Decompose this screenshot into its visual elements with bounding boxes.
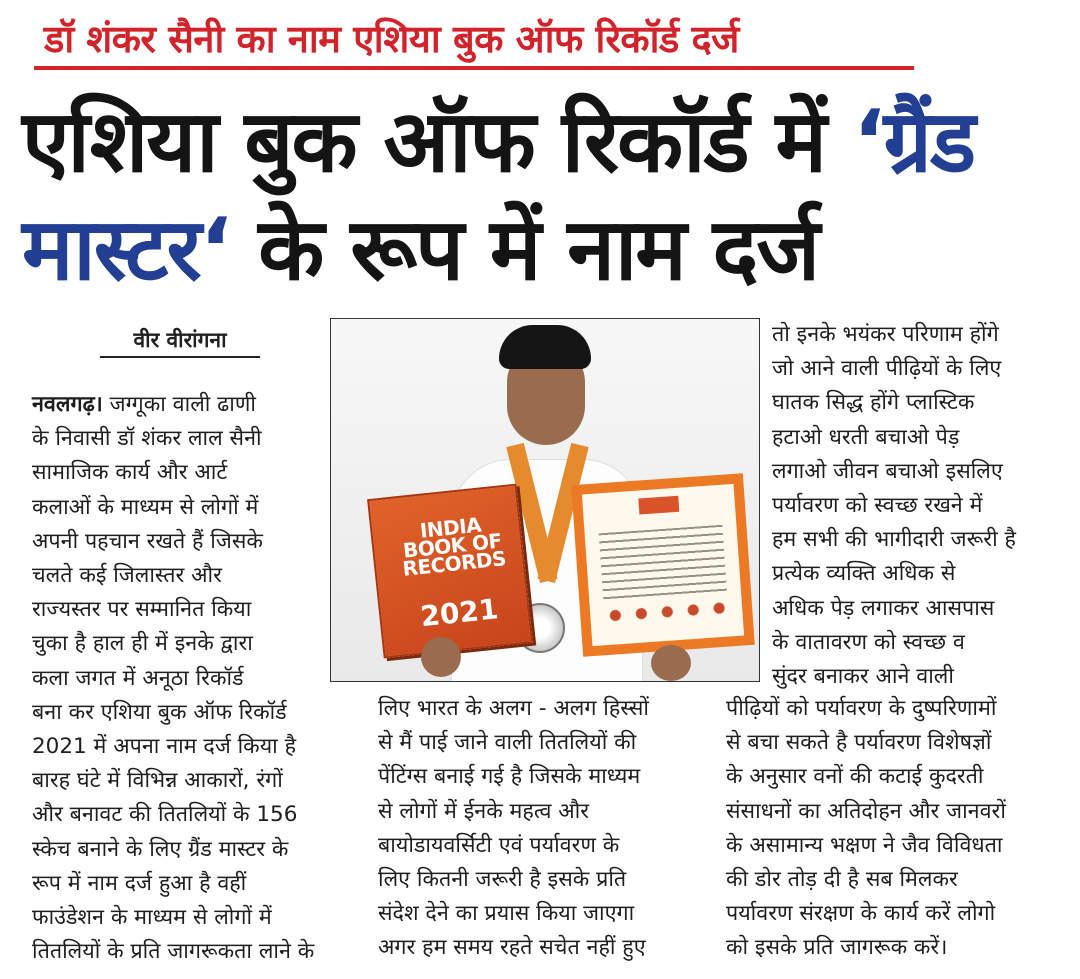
article-line: पीढ़ियों को पर्यावरण के दुष्परिणामों [726,696,997,721]
article-column-2 [378,692,708,966]
article-line: के अनुसार वनों की कटाई कुदरती [726,764,984,790]
article-line: और बनावट की तितलियों के 156 [32,802,298,828]
book-year: 2021 [418,592,500,634]
person-hand-left [421,637,461,677]
kicker-text: डॉ शंकर सैनी का नाम एशिया बुक ऑफ रिकॉर्ड दर्ज [44,17,739,61]
article-line [32,388,362,422]
article-line: रूप में नाम दर्ज हुआ है वहीं [32,870,247,896]
kicker [34,8,914,66]
article-line: से बचा सकते है पर्यावरण विशेषज्ञों [726,730,992,756]
book-title: INDIA BOOK OF RECORDS [401,512,508,581]
article-line: प्रत्येक व्यक्ति अधिक से [772,561,956,587]
article-line: पेंटिंग्स बनाई गई है जिसके माध्यम [378,764,641,790]
headline-part-1: एशिया बुक ऑफ रिकॉर्ड में [22,92,853,192]
headline-part-4: के रूप में नाम दर्ज [230,200,819,300]
article-line: लगाओ जीवन बचाओ इसलिए [772,458,1003,484]
byline-underline [100,356,260,358]
article-line: अपनी पहचान रखते हैं जिसके [32,528,263,554]
article-line: बना कर एशिया बुक ऑफ रिकॉर्ड [32,699,287,725]
article-line: संदेश देने का प्रयास किया जाएगा [378,901,635,927]
headline-part-2: ‘ग्रैंड [852,92,975,192]
article-column-3-top [772,318,1062,694]
article-line: अधिक पेड़ लगाकर आसपास [772,595,995,621]
certificate [571,473,755,657]
certificate-seals-icon [602,598,731,625]
byline-text: वीर वीरांगना [133,328,227,352]
article-line: सामाजिक कार्य और आर्ट [32,460,228,486]
news-photo [330,318,760,682]
headline-line-2 [22,196,1062,304]
article-column-1 [32,388,362,969]
person-hair [499,325,591,369]
headline [22,88,1062,304]
certificate-logo-icon [638,496,679,515]
article-line: बायोडायवर्सिटी एवं पर्यावरण के [378,832,620,858]
article-line: के वातावरण को स्वच्छ व [772,629,965,655]
article-line: से मैं पाई जाने वाली तितलियों की [378,730,637,756]
article-line: कला जगत में अनूठा रिकॉर्ड [32,665,244,691]
article-line: हटाओ धरती बचाओ पेड़ [772,424,960,450]
article-line: के निवासी डॉ शंकर लाल सैनी [32,426,262,452]
article-line: से लोगों में ईनके महत्व और [378,798,590,824]
person-hand-right [651,645,691,681]
article-line: कलाओं के माध्यम से लोगों में [32,494,259,520]
article-line: स्केच बनाने के लिए ग्रैंड मास्टर के [32,836,289,862]
article-line: जो आने वाली पीढ़ियों के लिए [772,356,1002,382]
headline-line-1 [22,88,1062,196]
article-line: फाउंडेशन के माध्यम से लोगों में [32,905,272,931]
article-line: पर्यावरण को स्वच्छ रखने में [772,493,983,519]
article-line: को इसके प्रति जागरूक करें। [726,935,948,961]
article-column-3-bottom [726,692,1066,966]
article-line: 2021 में अपना नाम दर्ज किया है [32,734,296,760]
article-line: तो इनके भयंकर परिणाम होंगे [772,322,999,347]
byline [100,326,260,360]
article-line: संसाधनों का अतिदोहन और जानवरों [726,798,1006,824]
article-line: चुका है हाल ही में इनके द्वारा [32,631,253,657]
article-line: राज्यस्तर पर सम्मानित किया [32,597,252,623]
certificate-text-lines [599,525,728,603]
article-line: बारह घंटे में विभिन्न आकारों, रंगों [32,768,283,794]
article-line: की डोर तोड़ दी है सब मिलकर [726,867,958,893]
certificate-body [582,484,744,646]
headline-part-3: मास्टर‘ [22,200,231,300]
article-line: घातक सिद्ध होंगे प्लास्टिक [772,390,975,416]
article-line: हम सभी की भागीदारी जरूरी है [772,527,1016,553]
article-line: के असामान्य भक्षण ने जैव विविधता [726,832,1003,858]
article-line-text: जग्गूका वाली ढाणी [102,392,256,417]
article-line: सुंदर बनाकर आने वाली [772,664,954,690]
article-line: लिए भारत के अलग - अलग हिस्सों [378,696,649,721]
dateline: नवलगढ़। [32,392,103,417]
kicker-underline [34,66,914,70]
article-line: अगर हम समय रहते सचेत नहीं हुए [378,935,646,961]
article-line: चलते कई जिलास्तर और [32,563,222,589]
article-line: पर्यावरण संरक्षण के कार्य करें लोगो [726,901,996,927]
article-line: तितलियों के प्रति जागरूकता लाने के [32,939,315,965]
article-line: लिए कितनी जरूरी है इसके प्रति [378,867,627,893]
record-book [367,484,533,659]
